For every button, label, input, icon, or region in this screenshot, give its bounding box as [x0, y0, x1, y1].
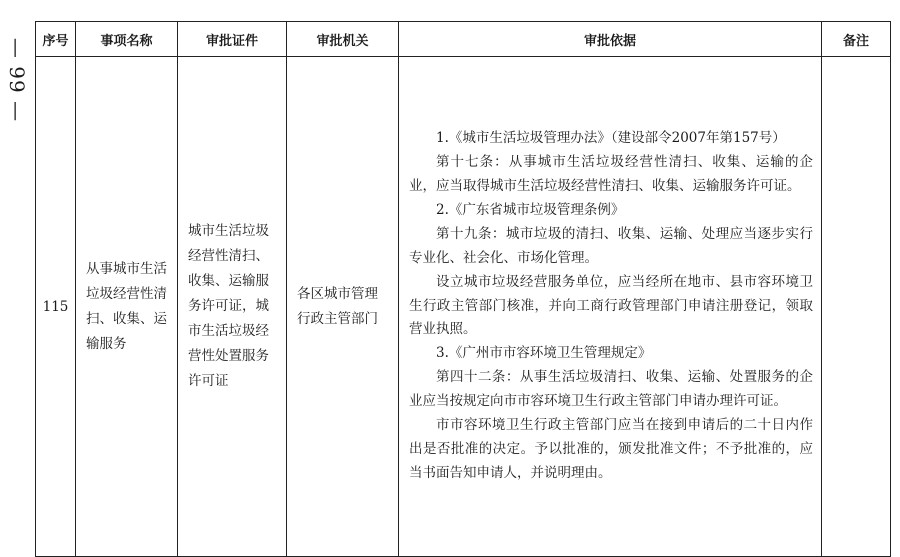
basis-paragraph: 1.《城市生活垃圾管理办法》（建设部令2007年第157号） [436, 130, 786, 147]
cell-authority [287, 57, 399, 557]
cell-remark [822, 57, 891, 557]
certificate-text: 城市生活垃圾经营性清扫、收集、运输服务许可证，城市生活垃圾经营性处置服务许可证 [188, 223, 269, 389]
basis-paragraph: 市市容环境卫生行政主管部门应当在接到申请后的二十日内作出是否批准的决定。予以批准的，颁发批准文件；不予批准的，应当书面告知申请人，并说明理由。 [409, 417, 813, 481]
header-serial-no: 序号 [36, 22, 76, 57]
header-authority: 审批机关 [287, 22, 399, 57]
cell-certificate [178, 57, 287, 557]
item-name-text: 从事城市生活垃圾经营性清扫、收集、运输服务 [86, 260, 167, 352]
cell-serial-no [36, 57, 76, 557]
table-header-row [36, 22, 891, 57]
basis-paragraph: 设立城市垃圾经营服务单位，应当经所在地市、县市容环境卫生行政主管部门核准，并向工商行政管理部门申请注册登记，领取营业执照。 [409, 273, 813, 338]
basis-paragraph: 第十九条：城市垃圾的清扫、收集、运输、处理应当逐步实行专业化、社会化、市场化管理。 [409, 225, 813, 266]
basis-paragraph: 2.《广东省城市垃圾管理条例》 [436, 201, 625, 218]
approval-table [35, 21, 891, 557]
table-row [36, 57, 891, 557]
authority-text: 各区城市管理行政主管部门 [297, 285, 378, 327]
basis-text [399, 127, 821, 486]
header-item-name: 事项名称 [76, 22, 178, 57]
header-basis: 审批依据 [399, 22, 822, 57]
serial-no-text: 115 [42, 298, 69, 315]
header-certificate: 审批证件 [178, 22, 287, 57]
basis-paragraph: 第四十二条：从事生活垃圾清扫、收集、运输、处置服务的企业应当按规定向市市容环境卫生行政主管部门申请办理许可证。 [409, 369, 813, 410]
page-number-text: — 99 — [5, 37, 30, 123]
cell-basis [399, 57, 822, 557]
page-number [4, 37, 30, 123]
header-remark: 备注 [822, 22, 891, 57]
basis-paragraph: 第十七条：从事城市生活垃圾经营性清扫、收集、运输的企业，应当取得城市生活垃圾经营性清扫、收集、运输服务许可证。 [409, 154, 813, 195]
basis-paragraph: 3.《广州市市容环境卫生管理规定》 [436, 345, 652, 362]
cell-item-name [76, 57, 178, 557]
